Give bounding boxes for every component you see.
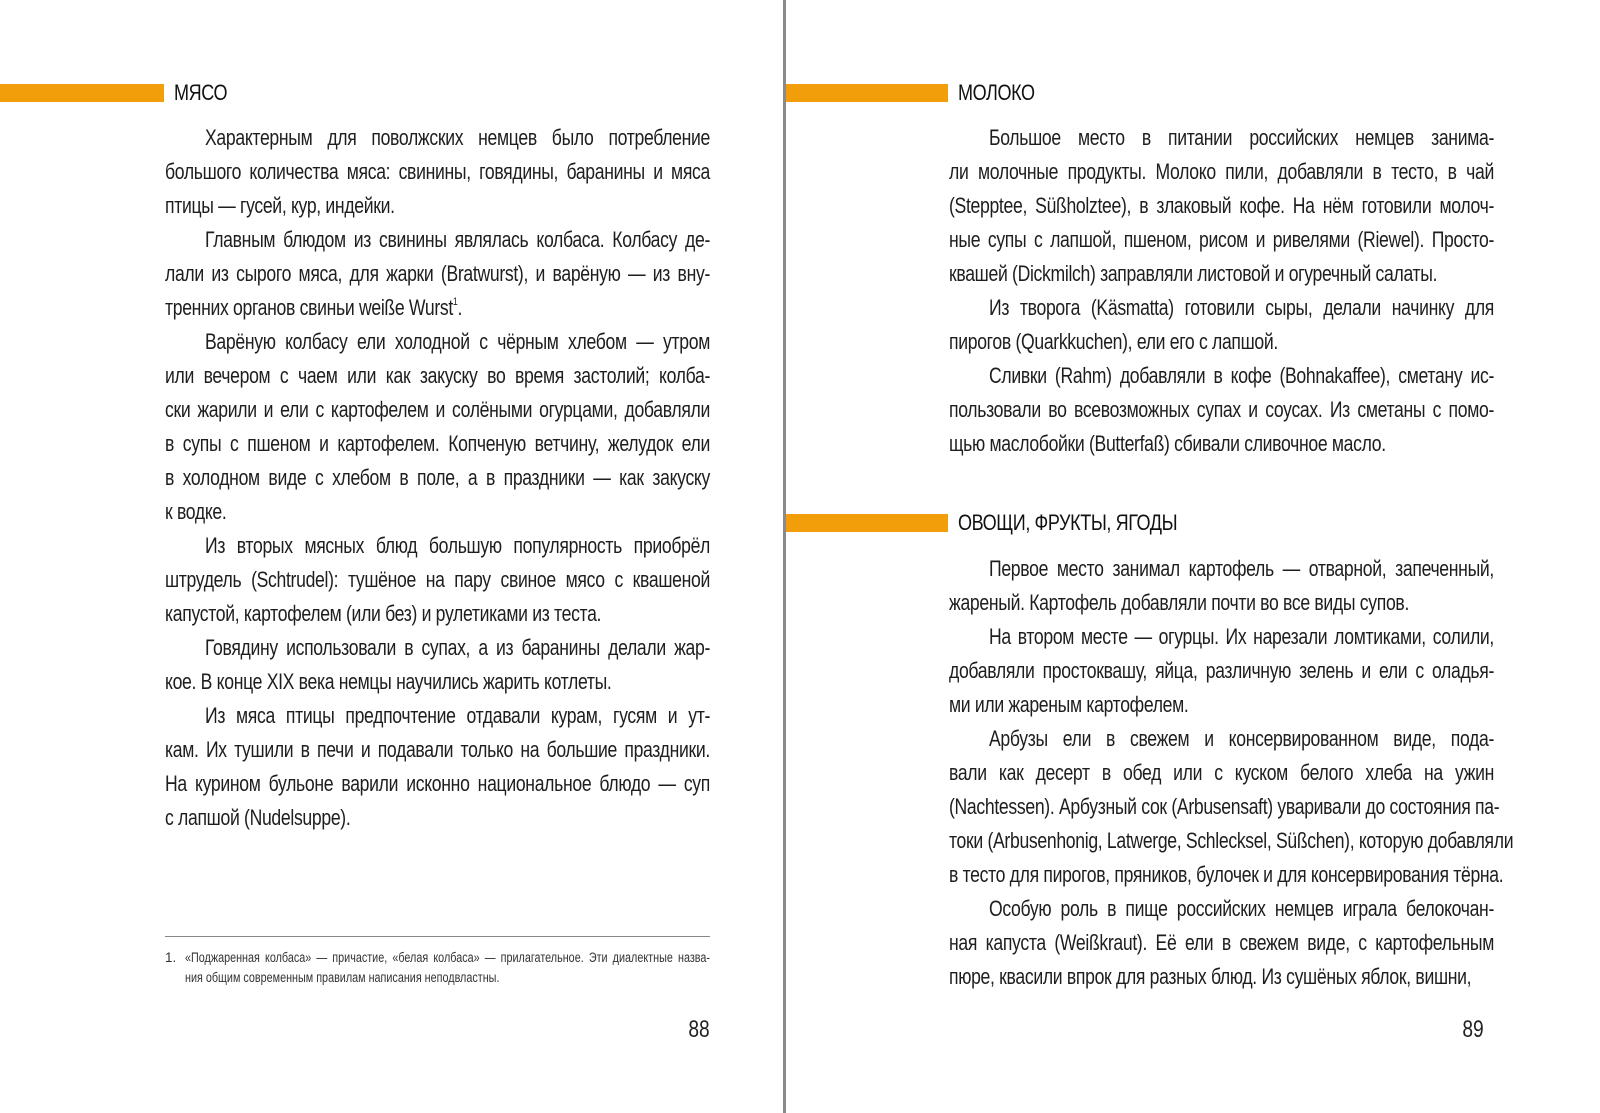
text-line	[949, 620, 1494, 654]
text-line	[949, 824, 1514, 858]
text-line	[949, 223, 1494, 257]
footnote-divider	[165, 936, 710, 937]
text-line	[165, 563, 710, 597]
paragraph	[949, 722, 1514, 892]
text-line-content: кам. Их тушили в печи и подавали только на большие праздники.	[165, 737, 710, 762]
text-line-content: большого количества мяса: свинины, говядины, баранины и мяса	[165, 159, 710, 184]
text-line	[949, 586, 1494, 620]
text-line-content: Первое место занимал картофель — отварной, запеченный,	[989, 556, 1494, 581]
paragraph	[949, 892, 1494, 994]
heading-accent-bar	[786, 84, 948, 102]
text-line-content: Главным блюдом из свинины являлась колбаса. Колбасу де-	[205, 227, 710, 252]
text-line-content: ли молочные продукты. Молоко пили, добавляли в тесто, в чай	[949, 159, 1494, 184]
text-line-content: ми или жареным картофелем.	[949, 692, 1189, 717]
text-line	[165, 121, 710, 155]
body-text-column	[949, 552, 1514, 994]
text-line-content: Арбузы ели в свежем и консервированном виде, пода-	[989, 726, 1494, 751]
text-line	[949, 155, 1494, 189]
text-line	[949, 257, 1494, 291]
text-line	[165, 359, 710, 393]
footnote-reference[interactable]: 1	[452, 296, 458, 308]
right-page	[786, 0, 1600, 1113]
text-line	[165, 461, 710, 495]
footnote-number: 1.	[165, 950, 177, 965]
text-line	[165, 427, 710, 461]
text-line-content: Говядину использовали в супах, а из баранины делали жар-	[205, 635, 710, 660]
paragraph	[949, 291, 1494, 359]
paragraph	[949, 359, 1494, 461]
text-line	[165, 597, 710, 631]
text-line-content: квашей (Dickmilch) заправляли листовой и огуречный салаты.	[949, 261, 1438, 286]
section-heading-milk	[786, 80, 1600, 105]
paragraph	[165, 529, 710, 631]
footnote-line: ния общим современным правилам написания неподвластны.	[185, 970, 500, 985]
text-line	[165, 767, 710, 801]
body-text-column	[165, 121, 710, 835]
text-line-content: Из мяса птицы предпочтение отдавали курам, гусям и ут-	[205, 703, 710, 728]
text-line-content: жареный. Картофель добавляли почти во все виды супов.	[949, 590, 1410, 615]
text-line	[949, 552, 1494, 586]
text-line	[949, 892, 1494, 926]
page-number: 88	[688, 1016, 710, 1043]
text-line	[165, 325, 710, 359]
heading-accent-bar	[0, 84, 164, 102]
text-line-content: (Nachtessen). Арбузный сок (Arbusensaft) уваривали до состояния па-	[949, 794, 1500, 819]
text-line-content: штрудель (Schtrudel): тушёное на пару свиное мясо с квашеной	[165, 567, 710, 592]
paragraph	[949, 121, 1494, 291]
page-number: 89	[1462, 1016, 1484, 1043]
text-line-content: вали как десерт в обед или с куском белого хлеба на ужин	[949, 760, 1494, 785]
paragraph	[165, 223, 710, 325]
text-line-content: пользовали во всевозможных супах и соусах. Из сметаны с помо-	[949, 397, 1494, 422]
text-line-content: Из вторых мясных блюд большую популярность приобрёл	[205, 533, 710, 558]
text-line-content: ные супы с лапшой, пшеном, рисом и ривелями (Riewel). Просто-	[949, 227, 1494, 252]
text-line-content: ная капуста (Weißkraut). Её ели в свежем виде, с картофельным	[949, 930, 1494, 955]
text-line-content: (Stepptee, Süßholztee), в злаковый кофе. На нём готовили молоч-	[949, 193, 1494, 218]
text-line-content: щью маслобойки (Butterfaß) сбивали сливочное масло.	[949, 431, 1386, 456]
text-line	[165, 223, 710, 257]
section-heading-meat	[0, 80, 784, 105]
text-line-content: в тесто для пирогов, пряников, булочек и для консервирования тёрна.	[949, 862, 1504, 887]
text-line-content: к водке.	[165, 499, 227, 524]
text-line-content: токи (Arbusenhonig, Latwerge, Schlecksel, Süßchen), которую добавляли	[949, 828, 1514, 853]
text-line	[949, 790, 1500, 824]
section-title: ОВОЩИ, ФРУКТЫ, ЯГОДЫ	[958, 510, 1178, 535]
text-line	[165, 495, 710, 529]
text-line	[949, 393, 1494, 427]
text-line-content: пюре, квасили впрок для разных блюд. Из сушёных яблок, вишни,	[949, 964, 1472, 989]
text-line-content: лали из сырого мяса, для жарки (Bratwurst), и варёную — из вну-	[165, 261, 710, 286]
text-line	[165, 393, 710, 427]
text-line-content: Особую роль в пище российских немцев играла белокочан-	[989, 896, 1494, 921]
paragraph	[165, 325, 710, 529]
text-line-content: в холодном виде с хлебом в поле, а в праздники — как закуску	[165, 465, 710, 490]
section-title: МЯСО	[174, 80, 228, 105]
text-line	[165, 631, 710, 665]
text-line	[949, 688, 1494, 722]
paragraph	[165, 121, 710, 223]
footnote-line: «Поджаренная колбаса» — причастие, «белая колбаса» — прилагательное. Эти диалектные назва-	[185, 950, 710, 965]
text-line-content: в супы с пшеном и картофелем. Копченую ветчину, желудок ели	[165, 431, 710, 456]
text-line-content: Сливки (Rahm) добавляли в кофе (Bohnakaffee), сметану ис-	[989, 363, 1494, 388]
text-line	[949, 427, 1494, 461]
text-line	[165, 801, 710, 835]
text-line-content: капустой, картофелем (или без) и рулетиками из теста.	[165, 601, 602, 626]
text-line	[165, 189, 710, 223]
left-page	[0, 0, 784, 1113]
paragraph	[949, 620, 1494, 722]
footnote-ref-punctuation: .	[457, 295, 463, 320]
text-line	[949, 291, 1494, 325]
text-line	[949, 858, 1504, 892]
text-line-content: Из творога (Käsmatta) готовили сыры, делали начинку для	[989, 295, 1494, 320]
text-line	[949, 189, 1494, 223]
heading-accent-bar	[786, 514, 948, 532]
text-line	[949, 960, 1494, 994]
text-line-content: или вечером с чаем или как закуску во время застолий; колба-	[165, 363, 710, 388]
text-line	[165, 529, 710, 563]
text-line-content: ски жарили и ели с картофелем и солёными огурцами, добавляли	[165, 397, 710, 422]
text-line	[165, 257, 710, 291]
text-line	[949, 359, 1494, 393]
text-line	[165, 155, 710, 189]
text-line-content: кое. В конце XIX века немцы научились жарить котлеты.	[165, 669, 612, 694]
text-line-content: Варёную колбасу ели холодной с чёрным хлебом — утром	[205, 329, 710, 354]
text-line	[949, 121, 1494, 155]
text-line	[949, 756, 1494, 790]
text-line-content: На курином бульоне варили исконно национальное блюдо — суп	[165, 771, 710, 796]
body-text-column	[949, 121, 1494, 461]
paragraph	[165, 631, 710, 699]
text-line-content: добавляли простоквашу, яйца, различную зелень и ели с оладья-	[949, 658, 1494, 683]
text-line-content: птицы — гусей, кур, индейки.	[165, 193, 395, 218]
text-line-content: Большое место в питании российских немцев занима-	[989, 125, 1494, 150]
footnote	[165, 948, 710, 988]
paragraph	[165, 699, 710, 835]
text-line-content: Характерным для поволжских немцев было потребление	[205, 125, 710, 150]
section-heading-vegetables	[786, 510, 1600, 535]
text-line-content: пирогов (Quarkkuchen), ели его с лапшой.	[949, 329, 1278, 354]
text-line-content: тренних органов свиньи weiße Wurst	[165, 295, 453, 320]
text-line	[165, 291, 710, 325]
paragraph	[949, 552, 1494, 620]
text-line-content: с лапшой (Nudelsuppe).	[165, 805, 351, 830]
text-line-content: На втором месте — огурцы. Их нарезали ломтиками, солили,	[989, 624, 1494, 649]
text-line	[949, 654, 1494, 688]
text-line	[165, 665, 710, 699]
text-line	[949, 926, 1494, 960]
text-line	[949, 722, 1494, 756]
text-line	[165, 733, 710, 767]
text-line	[165, 699, 710, 733]
text-line	[949, 325, 1494, 359]
section-title: МОЛОКО	[958, 80, 1035, 105]
